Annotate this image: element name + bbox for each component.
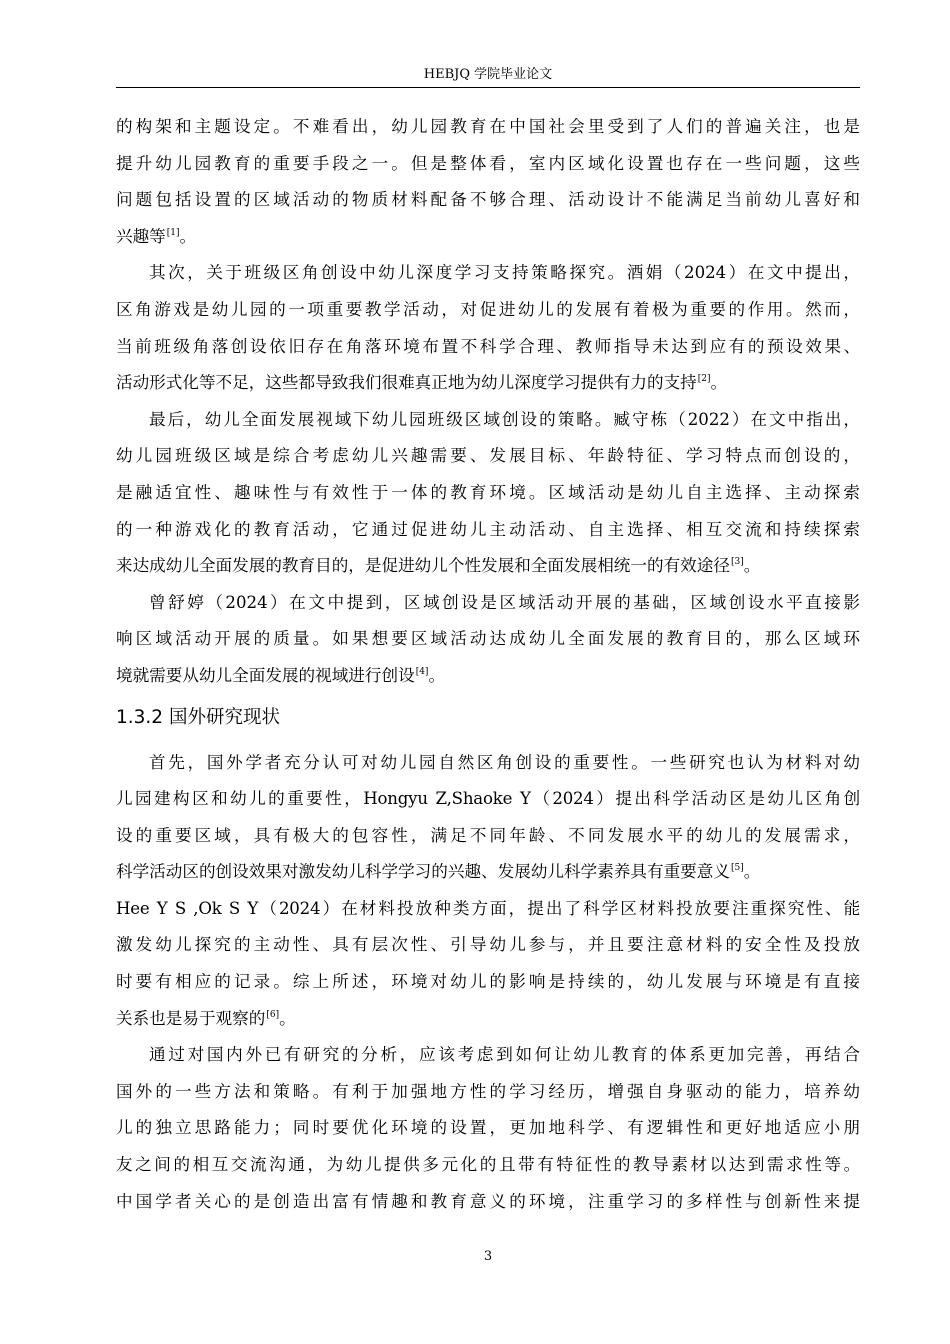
text-segment: 。: [710, 373, 728, 393]
text-line: 的一种游戏化的教育活动，它通过促进幼儿主动活动、自主选择、相互交流和持续探索: [116, 519, 860, 539]
text-line: [116, 854, 860, 891]
paragraph-3: [116, 402, 860, 585]
text-line: 幼儿园班级区域是综合考虑幼儿兴趣需要、发展目标、年龄特征、学习特点而创设的，: [116, 446, 860, 466]
page-body: [116, 109, 860, 1220]
running-header: HEBJQ 学院毕业论文: [423, 67, 553, 82]
header-rule: [116, 87, 860, 88]
text-line: 最后，幼儿全面发展视域下幼儿园班级区域创设的策略。臧守栋（2022）在文中指出，: [149, 409, 860, 429]
text-line: [116, 365, 860, 402]
text-line: 其次，关于班级区角创设中幼儿深度学习支持策略探究。酒娟（2024）在文中提出，: [149, 263, 860, 283]
citation-5: [5]: [730, 863, 744, 874]
text-segment: 境就需要从幼儿全面发展的视域进行创设: [116, 665, 415, 685]
paragraph-4: [116, 585, 860, 695]
text-line: 提升幼儿园教育的重要手段之一。但是整体看，室内区域化设置也存在一些问题，这些: [116, 153, 860, 173]
text-segment: 。: [179, 226, 197, 246]
text-line: 时要有相应的记录。综上所述，环境对幼儿的影响是持续的，幼儿发展与环境是有直接: [116, 972, 860, 992]
text-line: 响区域活动开展的质量。如果想要区域活动达成幼儿全面发展的教育目的，那么区域环: [116, 629, 860, 649]
text-segment: 。: [428, 665, 446, 685]
text-line: 友之间的相互交流沟通，为幼儿提供多元化的且带有特征性的教导素材以达到需求性等。: [116, 1155, 860, 1175]
text-line: 首先，国外学者充分认可对幼儿园自然区角创设的重要性。一些研究也认为材料对幼: [149, 752, 860, 772]
text-segment: 。: [279, 1008, 296, 1028]
text-line: [116, 1001, 860, 1038]
text-line: [116, 658, 860, 695]
section-paragraph-2: [116, 1037, 860, 1220]
text-line: 儿的独立思路能力；同时要优化环境的设置，更加地科学、有逻辑性和更好地适应小朋: [116, 1118, 860, 1138]
citation-1: [1]: [166, 227, 180, 238]
text-segment: 关系也是易于观察的: [116, 1008, 266, 1028]
paragraph-1: [116, 109, 860, 255]
text-line: 通过对国内外已有研究的分析，应该考虑到如何让幼儿教育的体系更加完善，再结合: [149, 1045, 860, 1065]
text-line: Hee Y S ,Ok S Y（2024）在材料投放种类方面，提出了科学区材料投放要注重探究性、能: [116, 898, 860, 918]
text-line: 是融适宜性、趣味性与有效性于一体的教育环境。区域活动是幼儿自主选择、主动探索: [116, 482, 860, 502]
paragraph-2: [116, 255, 860, 401]
text-segment: 。: [743, 862, 761, 882]
text-line: 曾舒婷（2024）在文中提到，区域创设是区域活动开展的基础，区域创设水平直接影: [149, 592, 860, 612]
text-line: 设的重要区域，具有极大的包容性，满足不同年龄、不同发展水平的幼儿的发展需求，: [116, 825, 860, 845]
text-segment: 兴趣等: [116, 226, 166, 246]
text-segment: 来达成幼儿全面发展的教育目的，是促进幼儿个性发展和全面发展相统一的有效途径: [116, 556, 730, 576]
section-paragraph-1: [116, 745, 860, 1038]
citation-2: [2]: [697, 374, 711, 385]
citation-6: [6]: [266, 1009, 280, 1020]
page-number: 3: [483, 1249, 493, 1264]
text-line: 的构架和主题设定。不难看出，幼儿园教育在中国社会里受到了人们的普遍关注，也是: [116, 117, 860, 136]
text-line: [116, 219, 860, 256]
text-line: 中国学者关心的是创造出富有情趣和教育意义的环境，注重学习的多样性与创新性来提: [116, 1191, 860, 1211]
text-line: 激发幼儿探究的主动性、具有层次性、引导幼儿参与，并且要注意材料的安全性及投放: [116, 935, 860, 955]
text-segment: 活动形式化等不足，这些都导致我们很难真正地为幼儿深度学习提供有力的支持: [116, 373, 697, 393]
citation-4: [4]: [415, 666, 429, 677]
text-line: 区角游戏是幼儿园的一项重要教学活动，对促进幼儿的发展有着极为重要的作用。然而，: [116, 299, 860, 319]
text-line: 当前班级角落创设依旧存在角落环境布置不科学合理、教师指导未达到应有的预设效果、: [116, 336, 860, 356]
text-line: 国外的一些方法和策略。有利于加强地方性的学习经历，增强自身驱动的能力，培养幼: [116, 1081, 860, 1101]
text-line: 问题包括设置的区域活动的物质材料配备不够合理、活动设计不能满足当前幼儿喜好和: [116, 190, 860, 210]
section-heading: 1.3.2 国外研究现状: [116, 706, 280, 728]
text-segment: 。: [743, 556, 761, 576]
text-line: [116, 548, 860, 585]
text-segment: 科学活动区的创设效果对激发幼儿科学学习的兴趣、发展幼儿科学素养具有重要意义: [116, 862, 730, 882]
citation-3: [3]: [730, 557, 744, 568]
text-line: 儿园建构区和幼儿的重要性，Hongyu Z,Shaoke Y（2024）提出科学活动区是幼儿区角创: [116, 789, 860, 809]
